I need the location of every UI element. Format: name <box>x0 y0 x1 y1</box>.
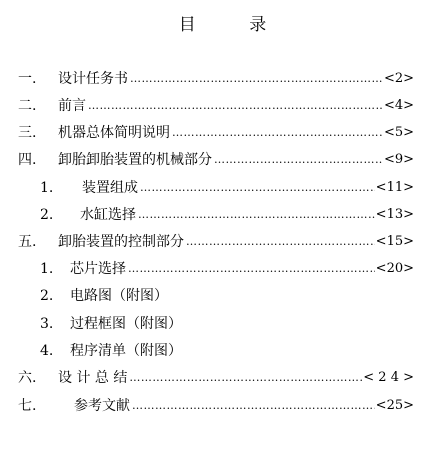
toc-page: <20> <box>375 261 414 276</box>
toc-entry-5-2[interactable] <box>40 285 414 307</box>
toc-page: <25> <box>375 398 414 413</box>
toc-leader <box>138 204 375 226</box>
toc-number: 三. <box>18 125 37 141</box>
toc-page: <9> <box>383 152 414 167</box>
toc-entry-4[interactable] <box>18 149 414 171</box>
toc-entry-6[interactable] <box>18 367 414 389</box>
toc-page: <5> <box>383 125 414 140</box>
toc-title: 前言 <box>58 98 86 114</box>
toc-number: 二. <box>18 98 37 114</box>
toc-leader <box>88 95 383 117</box>
toc-title: 机器总体简明说明 <box>58 125 170 141</box>
toc-title: 芯片选择 <box>70 261 126 277</box>
toc-title: 程序清单（附图） <box>70 343 182 359</box>
toc-title: 参考文献 <box>74 398 130 414</box>
toc-number: 1. <box>40 261 54 277</box>
toc-page: <2> <box>383 71 414 86</box>
toc-leader <box>132 395 375 417</box>
toc-entry-2[interactable] <box>18 95 414 117</box>
toc-leader <box>186 231 375 253</box>
toc-entry-7[interactable] <box>18 395 414 417</box>
toc-entry-5-4[interactable] <box>40 340 414 362</box>
toc-leader <box>140 177 375 199</box>
toc-entry-3[interactable] <box>18 122 414 144</box>
toc-entry-1[interactable] <box>18 68 414 90</box>
toc-title: 装置组成 <box>82 180 138 196</box>
toc-number: 3. <box>40 316 54 332</box>
toc-title: 卸胎装置的控制部分 <box>58 234 184 250</box>
toc-number: 五. <box>18 234 37 250</box>
toc-entry-5[interactable] <box>18 231 414 253</box>
toc-leader <box>214 149 383 171</box>
toc-number: 七. <box>18 398 37 414</box>
toc-leader <box>129 367 362 389</box>
toc-entry-4-2[interactable] <box>40 204 414 226</box>
toc-number: 4. <box>40 343 54 359</box>
toc-title: 水缸选择 <box>80 207 136 223</box>
toc-entry-5-1[interactable] <box>40 258 414 280</box>
page-title: 目 录 <box>178 15 291 35</box>
toc-page: <4> <box>383 98 414 113</box>
toc-title: 设计任务书 <box>58 71 128 87</box>
toc-number: 1. <box>40 180 54 196</box>
toc-title: 设 计 总 结 <box>58 370 128 386</box>
toc-leader <box>128 258 375 280</box>
toc-entry-4-1[interactable] <box>40 177 414 199</box>
toc-page: <15> <box>375 234 414 249</box>
toc-number: 四. <box>18 152 37 168</box>
toc-leader <box>130 68 383 90</box>
toc-number: 一. <box>18 71 37 87</box>
toc-number: 2. <box>40 288 54 304</box>
toc-title: 过程框图（附图） <box>70 316 182 332</box>
toc-title: 电路图（附图） <box>70 288 168 304</box>
toc-entry-5-3[interactable] <box>40 313 414 335</box>
toc-page: < 2 4 > <box>363 370 414 385</box>
toc-page: <13> <box>375 207 414 222</box>
toc-number: 2. <box>40 207 54 223</box>
toc-title: 卸胎卸胎装置的机械部分 <box>58 152 212 168</box>
toc-leader <box>172 122 383 144</box>
toc-number: 六. <box>18 370 37 386</box>
toc-page: <11> <box>375 180 414 195</box>
